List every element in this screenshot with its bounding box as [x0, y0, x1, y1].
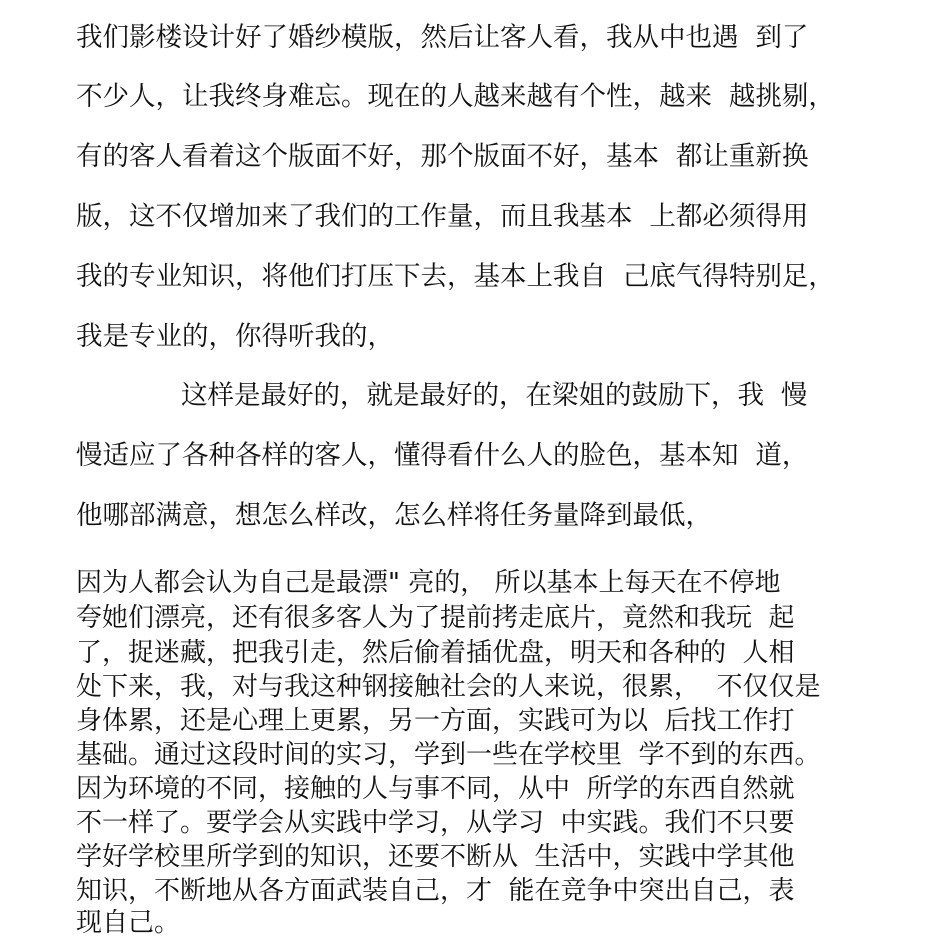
text-line: 因为环境的不同，接触的人与事不同，从中 所学的东西自然就	[76, 774, 795, 804]
text-line: 学好学校里所学到的知识，还要不断从 生活中，实践中学其他	[76, 842, 795, 872]
text-line: 这样是最好的，就是最好的，在梁姐的鼓励下，我 慢	[181, 380, 808, 411]
text-line: 不少人，让我终身难忘。现在的人越来越有个性，越来 越挑剔，	[76, 81, 835, 112]
text-line: 基础。通过这段时间的实习，学到一些在学校里 学不到的东西。	[76, 740, 821, 770]
text-line: 现自己。	[76, 908, 181, 938]
text-line: 处下来，我，对与我这种钢接触社会的人来说，很累， 不仅仅是	[76, 672, 821, 702]
text-line: 身体累，还是心理上更累，另一方面，实践可为以 后找工作打	[76, 706, 795, 736]
text-line: 版，这不仅增加来了我们的工作量，而且我基本 上都必须得用	[76, 201, 809, 232]
text-line: 慢适应了各种各样的客人，懂得看什么人的脸色，基本知 道，	[76, 440, 809, 471]
text-line: 不一样了。要学会从实践中学习，从学习 中实践。我们不只要	[76, 808, 795, 838]
text-line: 因为人都会认为自己是最漂" 亮的， 所以基本上每天在不停地	[76, 568, 781, 598]
text-line: 我是专业的，你得听我的，	[76, 321, 394, 352]
text-line: 了，捉迷藏，把我引走，然后偷着插优盘，明天和各种的 人相	[76, 638, 795, 668]
text-line: 我的专业知识，将他们打压下去，基本上我自 己底气得特别足，	[76, 261, 835, 292]
text-line: 我们影楼设计好了婚纱模版，然后让客人看，我从中也遇 到了	[76, 22, 809, 53]
text-line: 有的客人看着这个版面不好，那个版面不好，基本 都让重新换	[76, 141, 809, 172]
text-line: 他哪部满意，想怎么样改，怎么样将任务量降到最低，	[76, 500, 712, 531]
text-line: 夸她们漂亮，还有很多客人为了提前拷走底片，竟然和我玩 起	[76, 603, 795, 633]
text-line: 知识，不断地从各方面武装自己，才 能在竞争中突出自己，表	[76, 876, 795, 906]
